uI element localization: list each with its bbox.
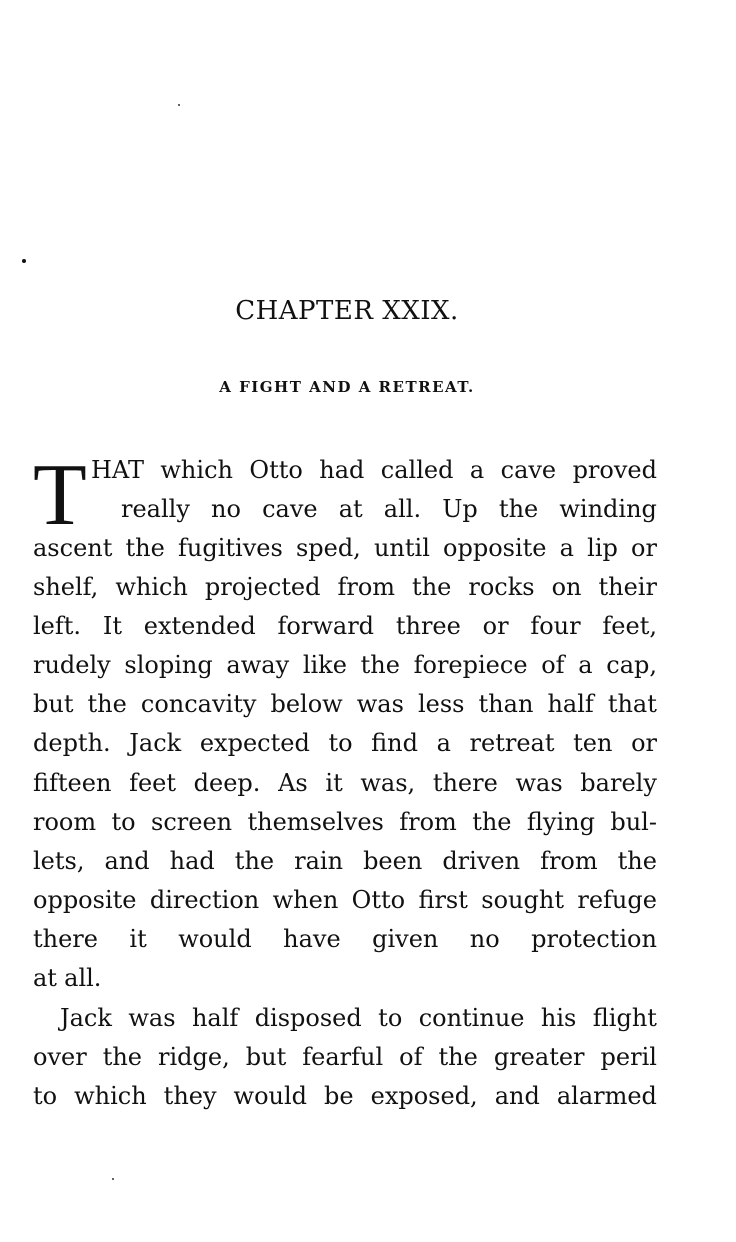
word: a xyxy=(578,651,593,680)
word: but xyxy=(245,1043,287,1072)
text-line xyxy=(33,764,657,803)
word: Jack xyxy=(60,1004,112,1032)
word: been xyxy=(363,846,423,875)
word: given xyxy=(372,924,439,953)
word: and xyxy=(494,1082,540,1111)
word: winding xyxy=(559,495,657,524)
paragraph-2 xyxy=(33,999,657,1116)
word: lets, xyxy=(33,846,85,875)
word: Up xyxy=(442,495,478,524)
word: would xyxy=(233,1082,308,1111)
text-line xyxy=(33,881,657,920)
word: bul- xyxy=(610,807,657,836)
word: lip xyxy=(587,534,618,562)
word: rain xyxy=(294,846,344,875)
text-line xyxy=(33,607,657,646)
word: protection xyxy=(531,924,657,953)
word: first xyxy=(418,885,468,914)
word: half xyxy=(191,1004,239,1032)
word: fearful xyxy=(302,1043,384,1072)
word: sought xyxy=(481,885,564,914)
text-line xyxy=(33,646,657,685)
word: was, xyxy=(360,768,416,797)
word: at xyxy=(338,495,363,524)
word: from xyxy=(540,846,598,875)
word: direction xyxy=(149,885,260,914)
word: there xyxy=(33,924,98,953)
text-line xyxy=(91,490,657,529)
word: screen xyxy=(151,807,233,836)
word: find xyxy=(371,729,418,758)
text-line xyxy=(33,803,657,842)
word: concavity xyxy=(140,690,257,719)
word: a xyxy=(559,534,574,562)
word: greater xyxy=(493,1043,585,1072)
word: until xyxy=(373,534,430,562)
word: themselves xyxy=(247,807,384,836)
word: they xyxy=(163,1082,217,1111)
word: of xyxy=(541,651,565,680)
word: driven xyxy=(442,846,521,875)
word: like xyxy=(302,651,347,680)
word: be xyxy=(324,1082,354,1111)
word: alarmed xyxy=(556,1082,657,1111)
word: refuge xyxy=(577,885,657,914)
paragraph-1-opening xyxy=(33,451,657,529)
word: flying xyxy=(526,807,595,836)
word: to xyxy=(33,1082,58,1111)
paper-speck xyxy=(22,259,26,263)
word: the xyxy=(87,690,127,719)
word: which xyxy=(74,1082,147,1111)
word: fugitives xyxy=(178,534,283,562)
text-line xyxy=(33,685,657,724)
word: away xyxy=(226,651,290,680)
word: disposed xyxy=(254,1004,362,1032)
drop-cap: T xyxy=(33,447,87,544)
word: half xyxy=(547,690,594,719)
word: extended xyxy=(143,612,256,641)
word: HAT xyxy=(91,456,144,484)
word: Otto xyxy=(351,885,406,914)
word: ten xyxy=(573,729,613,758)
word: fifteen xyxy=(33,768,112,797)
word: all. xyxy=(64,964,102,993)
word: feet xyxy=(129,768,176,797)
word: retreat xyxy=(469,729,555,758)
word: the xyxy=(102,1043,143,1072)
word: three xyxy=(395,612,461,641)
word: which xyxy=(160,456,233,484)
word: called xyxy=(380,456,454,484)
word: cave xyxy=(500,456,557,484)
text-line xyxy=(91,451,657,490)
word: shelf, xyxy=(33,573,99,602)
word: deep. xyxy=(193,768,261,797)
word: than xyxy=(478,690,534,719)
word: exposed, xyxy=(370,1082,478,1111)
word: the xyxy=(412,573,452,602)
word: of xyxy=(399,1043,423,1072)
word: all. xyxy=(383,495,422,524)
word: it xyxy=(129,924,147,953)
word: had xyxy=(319,456,365,484)
word: below xyxy=(270,690,343,719)
word: the xyxy=(472,807,512,836)
word: cap, xyxy=(606,651,657,680)
word: Jack xyxy=(129,729,182,758)
word: room xyxy=(33,807,97,836)
text-line xyxy=(33,529,657,568)
paper-speck xyxy=(112,1178,114,1180)
word: barely xyxy=(580,768,657,797)
word: and xyxy=(104,846,150,875)
word: was xyxy=(356,690,404,719)
text-line xyxy=(33,959,657,998)
word: ascent xyxy=(33,534,113,562)
word: or xyxy=(482,612,509,641)
word: have xyxy=(283,924,341,953)
word: a xyxy=(469,456,485,484)
word: to xyxy=(111,807,136,836)
word: opposite xyxy=(443,534,547,562)
chapter-subtitle: A FIGHT AND A RETREAT. xyxy=(219,378,475,396)
text-line xyxy=(33,1038,657,1077)
text-line xyxy=(33,568,657,607)
word: to xyxy=(328,729,353,758)
word: ridge, xyxy=(158,1043,230,1072)
word: it xyxy=(325,768,343,797)
word: sped, xyxy=(295,534,361,562)
word: rocks xyxy=(468,573,535,602)
word: the xyxy=(498,495,539,524)
text-line xyxy=(33,842,657,881)
word: less xyxy=(417,690,465,719)
word: forepiece xyxy=(413,651,528,680)
word: or xyxy=(631,534,657,562)
word: proved xyxy=(572,456,657,484)
word: that xyxy=(607,690,657,719)
word: projected xyxy=(204,573,321,602)
word: would xyxy=(178,924,252,953)
word: really xyxy=(121,495,190,524)
word: continue xyxy=(418,1004,525,1032)
word: their xyxy=(598,573,657,602)
text-line xyxy=(33,920,657,959)
text-line xyxy=(33,999,657,1038)
word: expected xyxy=(199,729,310,758)
word: depth. xyxy=(33,729,111,758)
word: a xyxy=(436,729,451,758)
word: no xyxy=(211,495,241,524)
word: to xyxy=(378,1004,403,1032)
word: his xyxy=(540,1004,577,1032)
word: forward xyxy=(277,612,375,641)
word: It xyxy=(102,612,122,641)
word: at xyxy=(33,964,57,993)
word: opposite xyxy=(33,885,137,914)
word: sloping xyxy=(124,651,213,680)
text-line xyxy=(33,724,657,763)
word: on xyxy=(551,573,582,602)
word: flight xyxy=(592,1004,657,1032)
word: over xyxy=(33,1043,87,1072)
word: but xyxy=(33,690,74,719)
word: there xyxy=(432,768,498,797)
word: the xyxy=(438,1043,478,1072)
word: cave xyxy=(262,495,318,524)
text-line xyxy=(33,1077,657,1116)
word: left. xyxy=(33,612,82,641)
word: Otto xyxy=(249,456,303,484)
word: was xyxy=(515,768,563,797)
word: the xyxy=(360,651,400,680)
word: from xyxy=(399,807,457,836)
word: the xyxy=(234,846,275,875)
word: the xyxy=(125,534,165,562)
word: or xyxy=(631,729,657,758)
word: peril xyxy=(600,1043,657,1072)
chapter-title: CHAPTER XXIX. xyxy=(235,296,459,326)
word: from xyxy=(337,573,396,602)
word: which xyxy=(115,573,188,602)
word: feet, xyxy=(602,612,657,641)
word: four xyxy=(530,612,581,641)
word: the xyxy=(617,846,657,875)
word: had xyxy=(169,846,215,875)
word: As xyxy=(278,768,308,797)
paper-speck xyxy=(178,104,180,106)
word: rudely xyxy=(33,651,111,680)
word: no xyxy=(469,924,500,953)
word: was xyxy=(128,1004,176,1032)
word: when xyxy=(272,885,339,914)
paragraph-1-body xyxy=(33,529,657,998)
